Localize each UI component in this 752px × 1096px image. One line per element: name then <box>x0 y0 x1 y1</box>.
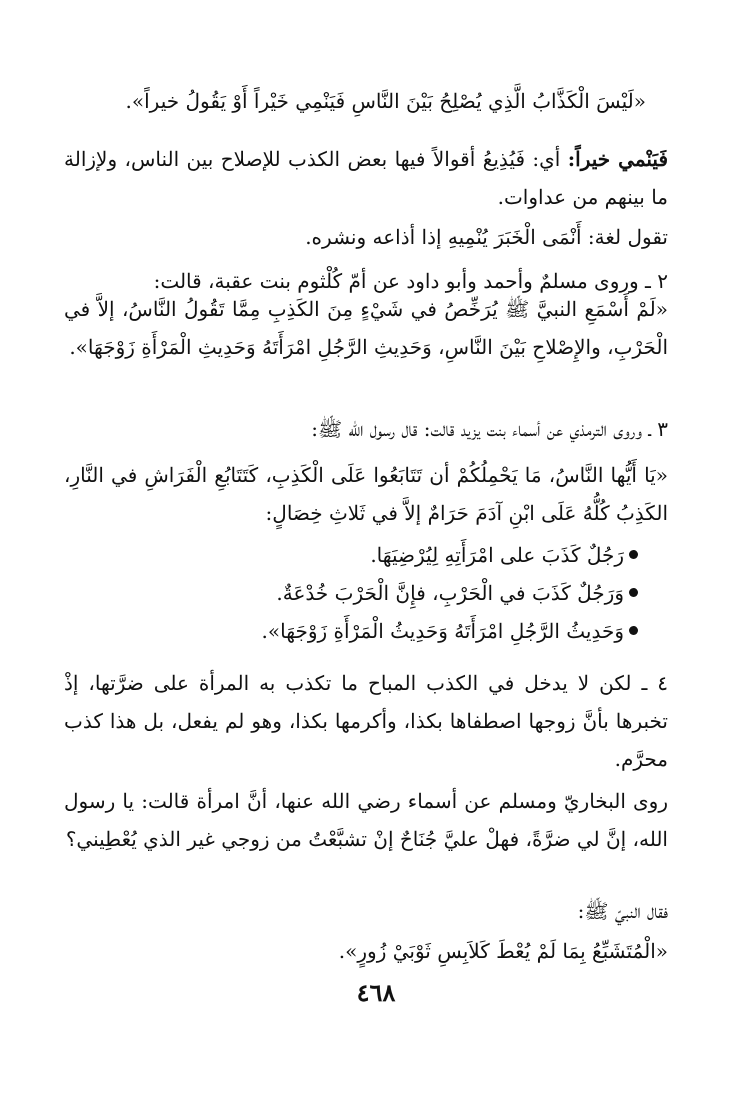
bullet-icon <box>629 588 638 597</box>
list-item-text: وَحَدِيثُ الرَّجُلِ امْرَأَتَهُ وَحَدِيثُ الْمَرْأَةِ زَوْجَهَا». <box>261 619 624 643</box>
explanation-term: فَيَنْمي خيراً: <box>567 147 669 171</box>
explanation-body: أي: فَيُذِيعُ أقوالاً فيها بعض الكذب للإصلاح بين الناس، ولإزالة ما بينهم من عداوات. <box>64 147 668 209</box>
explanation-paragraph <box>64 140 690 216</box>
list-item <box>64 612 668 650</box>
hadith-text-4: «الْمُتَشَبِّعُ بِمَا لَمْ يُعْطَ كَلاَبِسِ ثَوْبَيْ زُورٍ». <box>338 939 668 963</box>
narration-3-intro: ٣ ـ وروى الترمذي عن أسماء بنت يزيد قالت: قال رسول الله ﷺ: <box>311 417 668 441</box>
list-item <box>64 536 668 574</box>
hadith-text-1 <box>64 82 668 120</box>
three-exceptions-list <box>64 536 668 650</box>
point-4-paragraph: ٤ ـ لكن لا يدخل في الكذب المباح ما تكذب به المرأة على ضرَّتها، إذْ تخبرها بأنَّ زوجها اصطفاها بكذا، وأكرمها بكذا، وهو لم يفعل، بل هذا كذب محرَّم. <box>64 671 668 771</box>
bullet-icon <box>629 626 638 635</box>
page-number: ٤٦٨ <box>356 978 396 1007</box>
list-item-text: رَجُلٌ كَذَبَ على امْرَأَتِهِ لِيُرْضِيَهَا. <box>370 543 624 567</box>
hadith-quote: «لَيْسَ الْكَذَّابُ الَّذِي يُصْلِحُ بَيْنَ النَّاسِ فَيَنْمِي خَيْراً أَوْ يَقُولُ خيراً». <box>125 89 646 113</box>
hadith-text-3: «يَا أَيُّها النَّاسُ، مَا يَحْمِلُكُمْ أن تَتَابَعُوا عَلَى الْكَذِبِ، كَتَتَابُعِ الْفَرَاشِ في النَّارِ، الكَذِبُ كُلُّهُ عَلَى ابْنِ آدَمَ حَرَامٌ إلاَّ في ثَلاثِ خِصَالٍ: <box>64 463 668 525</box>
prophet-said-line: فقال النبيّ ﷺ: <box>577 899 668 923</box>
narration-2-intro: ٢ ـ وروى مسلمٌ وأحمد وأبو داود عن أمّ كُلْثوم بنت عقبة، قالت: <box>153 269 668 293</box>
bukhari-narration: روى البخاريّ ومسلم عن أسماء رضي الله عنها، أنَّ امرأة قالت: يا رسول الله، إنَّ لي ضرَّةً، فهلْ عليَّ جُنَاحٌ إنْ تشبَّعْتُ من زوجي غير الذي يُعْطِيني؟ <box>64 789 668 851</box>
list-item-text: وَرَجُلٌ كَذَبَ في الْحَرْبِ، فإِنَّ الْحَرْبَ خُدْعَةٌ. <box>276 581 624 605</box>
list-item <box>64 574 668 612</box>
bullet-icon <box>629 550 638 559</box>
language-note: تقول لغة: أَنْمَى الْخَبَرَ يُنْمِيهِ إذا أذاعه ونشره. <box>305 225 668 249</box>
hadith-text-2: «لَمْ أَسْمَعِ النبيَّ ﷺ يُرَخِّصُ في شَيْءٍ مِنَ الكَذِبِ مِمَّا تَقُولُ النَّاسُ، إلاَّ في الْحَرْبِ، والإِصْلاحِ بَيْنَ النَّاسِ، وَحَدِيثِ الرَّجُلِ امْرَأَتَهُ وَحَدِيثِ الْمَرْأَةِ زَوْجَهَا». <box>64 297 668 359</box>
